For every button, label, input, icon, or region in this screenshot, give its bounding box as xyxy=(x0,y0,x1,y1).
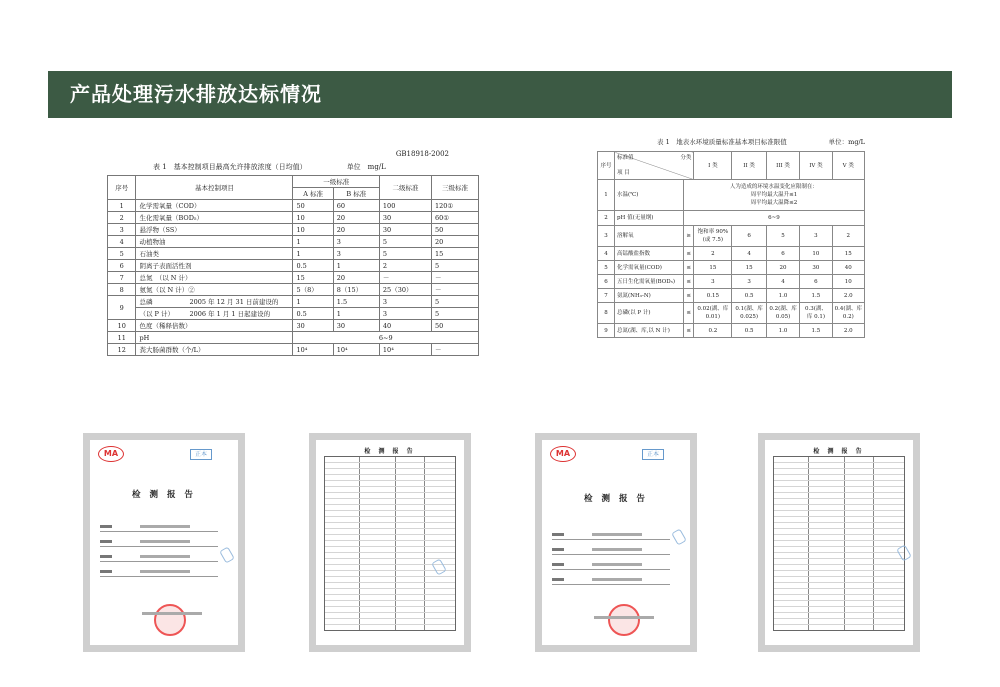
col-grade2: 二级标准 xyxy=(379,176,431,200)
table-row: 2 pH 值(无量纲) 6~9 xyxy=(598,211,865,226)
table-row: 8 总磷(以 P 计) ≤ 0.02(湖、库 0.01) 0.1(湖、库 0.025) 0.2(湖、库 0.05) 0.3(湖、库 0.1) 0.4(湖、库 0.2) xyxy=(598,303,865,324)
copy-stamp: 正本 xyxy=(190,449,212,460)
table-row: 3 悬浮物（SS） 10 20 30 50 xyxy=(108,224,479,236)
report-image-3 xyxy=(535,433,697,652)
table-row: 10 色度（稀释倍数） 30 30 40 50 xyxy=(108,320,479,332)
table-row: 3 溶解氧 ≥ 饱和率 90%(或 7.5) 6 5 3 2 xyxy=(598,226,865,247)
table-row: 4 动植物油 1 3 5 20 xyxy=(108,236,479,248)
table-row: 6 五日生化需氧量(BOD₅) ≤ 3 3 4 6 10 xyxy=(598,275,865,289)
table-row: 1 化学需氧量（COD） 50 60 100 120① xyxy=(108,200,479,212)
col-a: A 标准 xyxy=(293,188,333,200)
surface-water-table: 序号 标准值 分类 项 目 I 类 II 类 III 类 IV 类 V 类 1 水温(℃) 人为造成的环境水温变化应限制在： 周平均最大温升≤1 周平均最大温降≤2 2 pH 值(无量纲) 6~9 3 溶解氧 ≥ 饱和率 90%(或 7.5) 6 5 3 2 4 高锰酸盐指数 ≤ 2 4 6 10 15 5 化学需氧量(COD) ≤ 15 15 20 30 40 6 五日生化需氧量(BOD₅) ≤ 3 3 4 6 10 7 氨氮(NH₃-N) ≤ 0.15 0.5 1.0 1.5 2.0 8 总磷(以 P 计) ≤ 0.02(湖、库 0.01) 0.1(湖、库 0.025) 0.2(湖、库 0.05) 0.3(湖、库 0.1) 0.4(湖、库 0.2) 9 总氮(湖、库,以 N 计) ≤ 0.2 0.5 1.0 1.5 2.0 xyxy=(597,151,865,338)
col-grade1: 一级标准 xyxy=(293,176,379,188)
table-row: 5 石油类 1 3 5 15 xyxy=(108,248,479,260)
official-seal xyxy=(154,604,186,636)
col-b: B 标准 xyxy=(333,188,379,200)
table-row: 2 生化需氧量（BOD₅） 10 20 30 60① xyxy=(108,212,479,224)
report-image-2 xyxy=(309,433,471,652)
cma-logo: MA xyxy=(550,446,576,462)
col-no: 序号 xyxy=(108,176,136,200)
report-title: 检 测 报 告 xyxy=(364,448,416,455)
copy-stamp: 正本 xyxy=(642,449,664,460)
report-data-grid xyxy=(324,456,456,631)
table-row: 9 总氮(湖、库,以 N 计) ≤ 0.2 0.5 1.0 1.5 2.0 xyxy=(598,324,865,338)
surface-water-standard-table xyxy=(597,137,865,338)
section-title: 产品处理污水排放达标情况 xyxy=(70,82,322,106)
table2-caption: 表 1 地表水环境质量标准基本项目标准限值 单位：mg/L xyxy=(657,138,865,146)
cma-logo: MA xyxy=(98,446,124,462)
table-row: 7 总氮 （以 N 计） 15 20 － － xyxy=(108,272,479,284)
table-row: 4 高锰酸盐指数 ≤ 2 4 6 10 15 xyxy=(598,247,865,261)
report-image-1 xyxy=(83,433,245,652)
table-row: 9 总磷 2005 年 12 月 31 日前建设的 1 1.5 3 5 xyxy=(108,296,479,308)
table-row: （以 P 计） 2006 年 1 月 1 日起建设的 0.5 1 3 5 xyxy=(108,308,479,320)
report-data-grid xyxy=(773,456,905,631)
table-caption: 表 1 基本控制项目最高允许排放浓度（日均值） 单位 mg/L xyxy=(153,163,386,171)
discharge-table xyxy=(107,175,479,356)
col-item: 基本控制项目 xyxy=(136,176,293,200)
table-row: 8 氨氮（以 N 计）② 5（8） 8（15） 25（30） － xyxy=(108,284,479,296)
standard-code: GB18918-2002 xyxy=(395,150,449,158)
table-row: 5 化学需氧量(COD) ≤ 15 15 20 30 40 xyxy=(598,261,865,275)
report-image-4 xyxy=(758,433,920,652)
official-seal xyxy=(608,604,640,636)
table-row: 12 粪大肠菌群数（个/L） 10⁴ 10⁴ 10⁴ － xyxy=(108,344,479,356)
section-header xyxy=(48,71,952,118)
report-title: 检 测 报 告 xyxy=(813,448,865,455)
table-row: 11 pH 6~9 xyxy=(108,332,479,344)
col-grade3: 三级标准 xyxy=(431,176,478,200)
table-row: 1 水温(℃) 人为造成的环境水温变化应限制在： 周平均最大温升≤1 周平均最大温降≤2 xyxy=(598,180,865,211)
report-title: 检 测 报 告 xyxy=(132,490,196,500)
report-title: 检 测 报 告 xyxy=(584,494,648,504)
table-row: 6 阴离子表面活性剂 0.5 1 2 5 xyxy=(108,260,479,272)
discharge-standard-table xyxy=(107,150,479,356)
table-row: 7 氨氮(NH₃-N) ≤ 0.15 0.5 1.0 1.5 2.0 xyxy=(598,289,865,303)
